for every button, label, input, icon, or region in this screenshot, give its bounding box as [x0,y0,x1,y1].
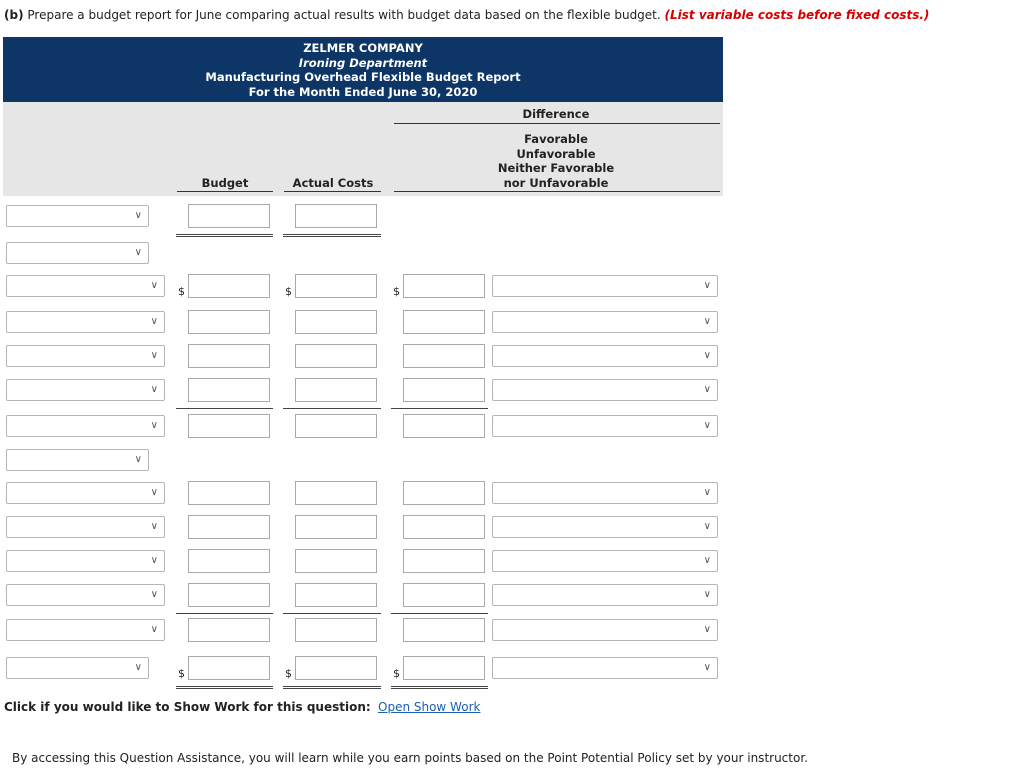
row-4-actual-input[interactable] [295,310,377,334]
row-3-actual-input[interactable] [295,274,377,298]
row-7-account-select[interactable] [6,415,165,437]
row-13-account-select[interactable] [6,619,165,641]
row-13-diff-input[interactable] [403,618,485,642]
row-4-account-select[interactable] [6,311,165,333]
row-10-budget-input[interactable] [188,515,270,539]
row-4-diff-input[interactable] [403,310,485,334]
row-4-budget-input[interactable] [188,310,270,334]
department-name: Ironing Department [298,55,428,70]
row-12-actual-input[interactable] [295,583,377,607]
part-label: (b) [4,8,24,22]
row-14-account-select[interactable] [6,657,149,679]
row-5-account-select[interactable] [6,345,165,367]
row-6-budget-input[interactable] [188,378,270,402]
row-11-diff-input[interactable] [403,549,485,573]
row-9-actual-input[interactable] [295,481,377,505]
instruction-text [4,8,929,22]
budget-header-rule [177,191,273,192]
chevron-down-icon: ∨ [150,420,158,431]
report-title: Manufacturing Overhead Flexible Budget Report [205,70,521,85]
row-5-diff-input[interactable] [403,344,485,368]
chevron-down-icon: ∨ [150,384,158,395]
row-13-budget-input[interactable] [188,618,270,642]
chevron-down-icon: ∨ [703,624,711,635]
difference-options [391,132,721,190]
row-6-diff-underline [391,408,488,409]
row-14-budget-dollar-sign: $ [178,667,185,680]
open-show-work-link[interactable]: Open Show Work [378,700,481,714]
difference-header-rule [394,123,720,124]
row-6-actual-underline [283,408,381,409]
chevron-down-icon: ∨ [703,280,711,291]
row-1-budget-input[interactable] [188,204,270,228]
report-header [3,37,723,102]
column-header-area [3,102,723,196]
chevron-down-icon: ∨ [134,247,142,258]
row-3-difference-select[interactable] [492,275,718,297]
row-7-budget-input[interactable] [188,414,270,438]
row-11-account-select[interactable] [6,550,165,572]
chevron-down-icon: ∨ [150,280,158,291]
instruction-body: Prepare a budget report for June comparing actual results with budget data based on the flexible budget. [27,8,661,22]
chevron-down-icon: ∨ [150,316,158,327]
chevron-down-icon: ∨ [150,350,158,361]
row-3-diff-dollar-sign: $ [393,285,400,298]
budget-header: Budget [201,176,249,190]
row-10-difference-select[interactable] [492,516,718,538]
row-5-budget-input[interactable] [188,344,270,368]
row-6-account-select[interactable] [6,379,165,401]
chevron-down-icon: ∨ [134,454,142,465]
row-14-actual-dollar-sign: $ [285,667,292,680]
row-6-actual-input[interactable] [295,378,377,402]
actual-header-rule [284,191,381,192]
row-5-actual-input[interactable] [295,344,377,368]
chevron-down-icon: ∨ [150,487,158,498]
row-4-difference-select[interactable] [492,311,718,333]
row-12-diff-underline [391,613,488,614]
row-6-diff-input[interactable] [403,378,485,402]
row-7-diff-input[interactable] [403,414,485,438]
chevron-down-icon: ∨ [703,555,711,566]
chevron-down-icon: ∨ [134,662,142,673]
difference-options-rule [394,191,720,192]
row-14-diff-input[interactable] [403,656,485,680]
company-name: ZELMER COMPANY [303,41,423,55]
row-12-diff-input[interactable] [403,583,485,607]
report-period: For the Month Ended June 30, 2020 [248,84,478,99]
row-11-budget-input[interactable] [188,549,270,573]
row-1-budget-underline [176,234,273,237]
row-1-account-select[interactable] [6,205,149,227]
option-neither-1: Neither Favorable [497,161,615,176]
row-12-budget-underline [176,613,273,614]
row-14-actual-input[interactable] [295,656,377,680]
row-3-account-select[interactable] [6,275,165,297]
option-favorable: Favorable [524,132,588,146]
row-7-actual-input[interactable] [295,414,377,438]
row-3-budget-input[interactable] [188,274,270,298]
row-6-budget-underline [176,408,273,409]
chevron-down-icon: ∨ [703,662,711,673]
difference-header: Difference [522,107,590,121]
row-3-diff-input[interactable] [403,274,485,298]
option-unfavorable: Unfavorable [516,146,596,161]
row-14-budget-underline [176,686,273,689]
chevron-down-icon: ∨ [150,555,158,566]
chevron-down-icon: ∨ [703,350,711,361]
row-14-actual-underline [283,686,381,689]
row-6-difference-select[interactable] [492,379,718,401]
chevron-down-icon: ∨ [703,589,711,600]
row-12-actual-underline [283,613,381,614]
footer-text: By accessing this Question Assistance, you will learn while you earn points based on the Point Potential Policy set by your instructor. [12,751,808,765]
chevron-down-icon: ∨ [703,521,711,532]
chevron-down-icon: ∨ [703,420,711,431]
show-work-prompt: Click if you would like to Show Work for this question: [4,700,371,714]
row-3-budget-dollar-sign: $ [178,285,185,298]
row-9-budget-input[interactable] [188,481,270,505]
chevron-down-icon: ∨ [150,521,158,532]
row-2-account-select[interactable] [6,242,149,264]
row-9-account-select[interactable] [6,482,165,504]
row-13-difference-select[interactable] [492,619,718,641]
chevron-down-icon: ∨ [134,210,142,221]
chevron-down-icon: ∨ [150,624,158,635]
actual-header: Actual Costs [292,176,374,190]
row-7-difference-select[interactable] [492,415,718,437]
row-10-diff-input[interactable] [403,515,485,539]
row-5-difference-select[interactable] [492,345,718,367]
row-1-actual-input[interactable] [295,204,377,228]
row-1-actual-underline [283,234,381,237]
row-9-diff-input[interactable] [403,481,485,505]
chevron-down-icon: ∨ [150,589,158,600]
row-13-actual-input[interactable] [295,618,377,642]
chevron-down-icon: ∨ [703,316,711,327]
row-12-budget-input[interactable] [188,583,270,607]
row-12-account-select[interactable] [6,584,165,606]
chevron-down-icon: ∨ [703,384,711,395]
row-11-difference-select[interactable] [492,550,718,572]
row-14-diff-dollar-sign: $ [393,667,400,680]
row-9-difference-select[interactable] [492,482,718,504]
row-14-budget-input[interactable] [188,656,270,680]
row-12-difference-select[interactable] [492,584,718,606]
option-neither-2: nor Unfavorable [503,175,609,190]
row-10-account-select[interactable] [6,516,165,538]
row-14-difference-select[interactable] [492,657,718,679]
row-14-diff-underline [391,686,488,689]
row-8-account-select[interactable] [6,449,149,471]
instruction-note: (List variable costs before fixed costs.) [664,8,930,22]
row-3-actual-dollar-sign: $ [285,285,292,298]
chevron-down-icon: ∨ [703,487,711,498]
row-11-actual-input[interactable] [295,549,377,573]
row-10-actual-input[interactable] [295,515,377,539]
